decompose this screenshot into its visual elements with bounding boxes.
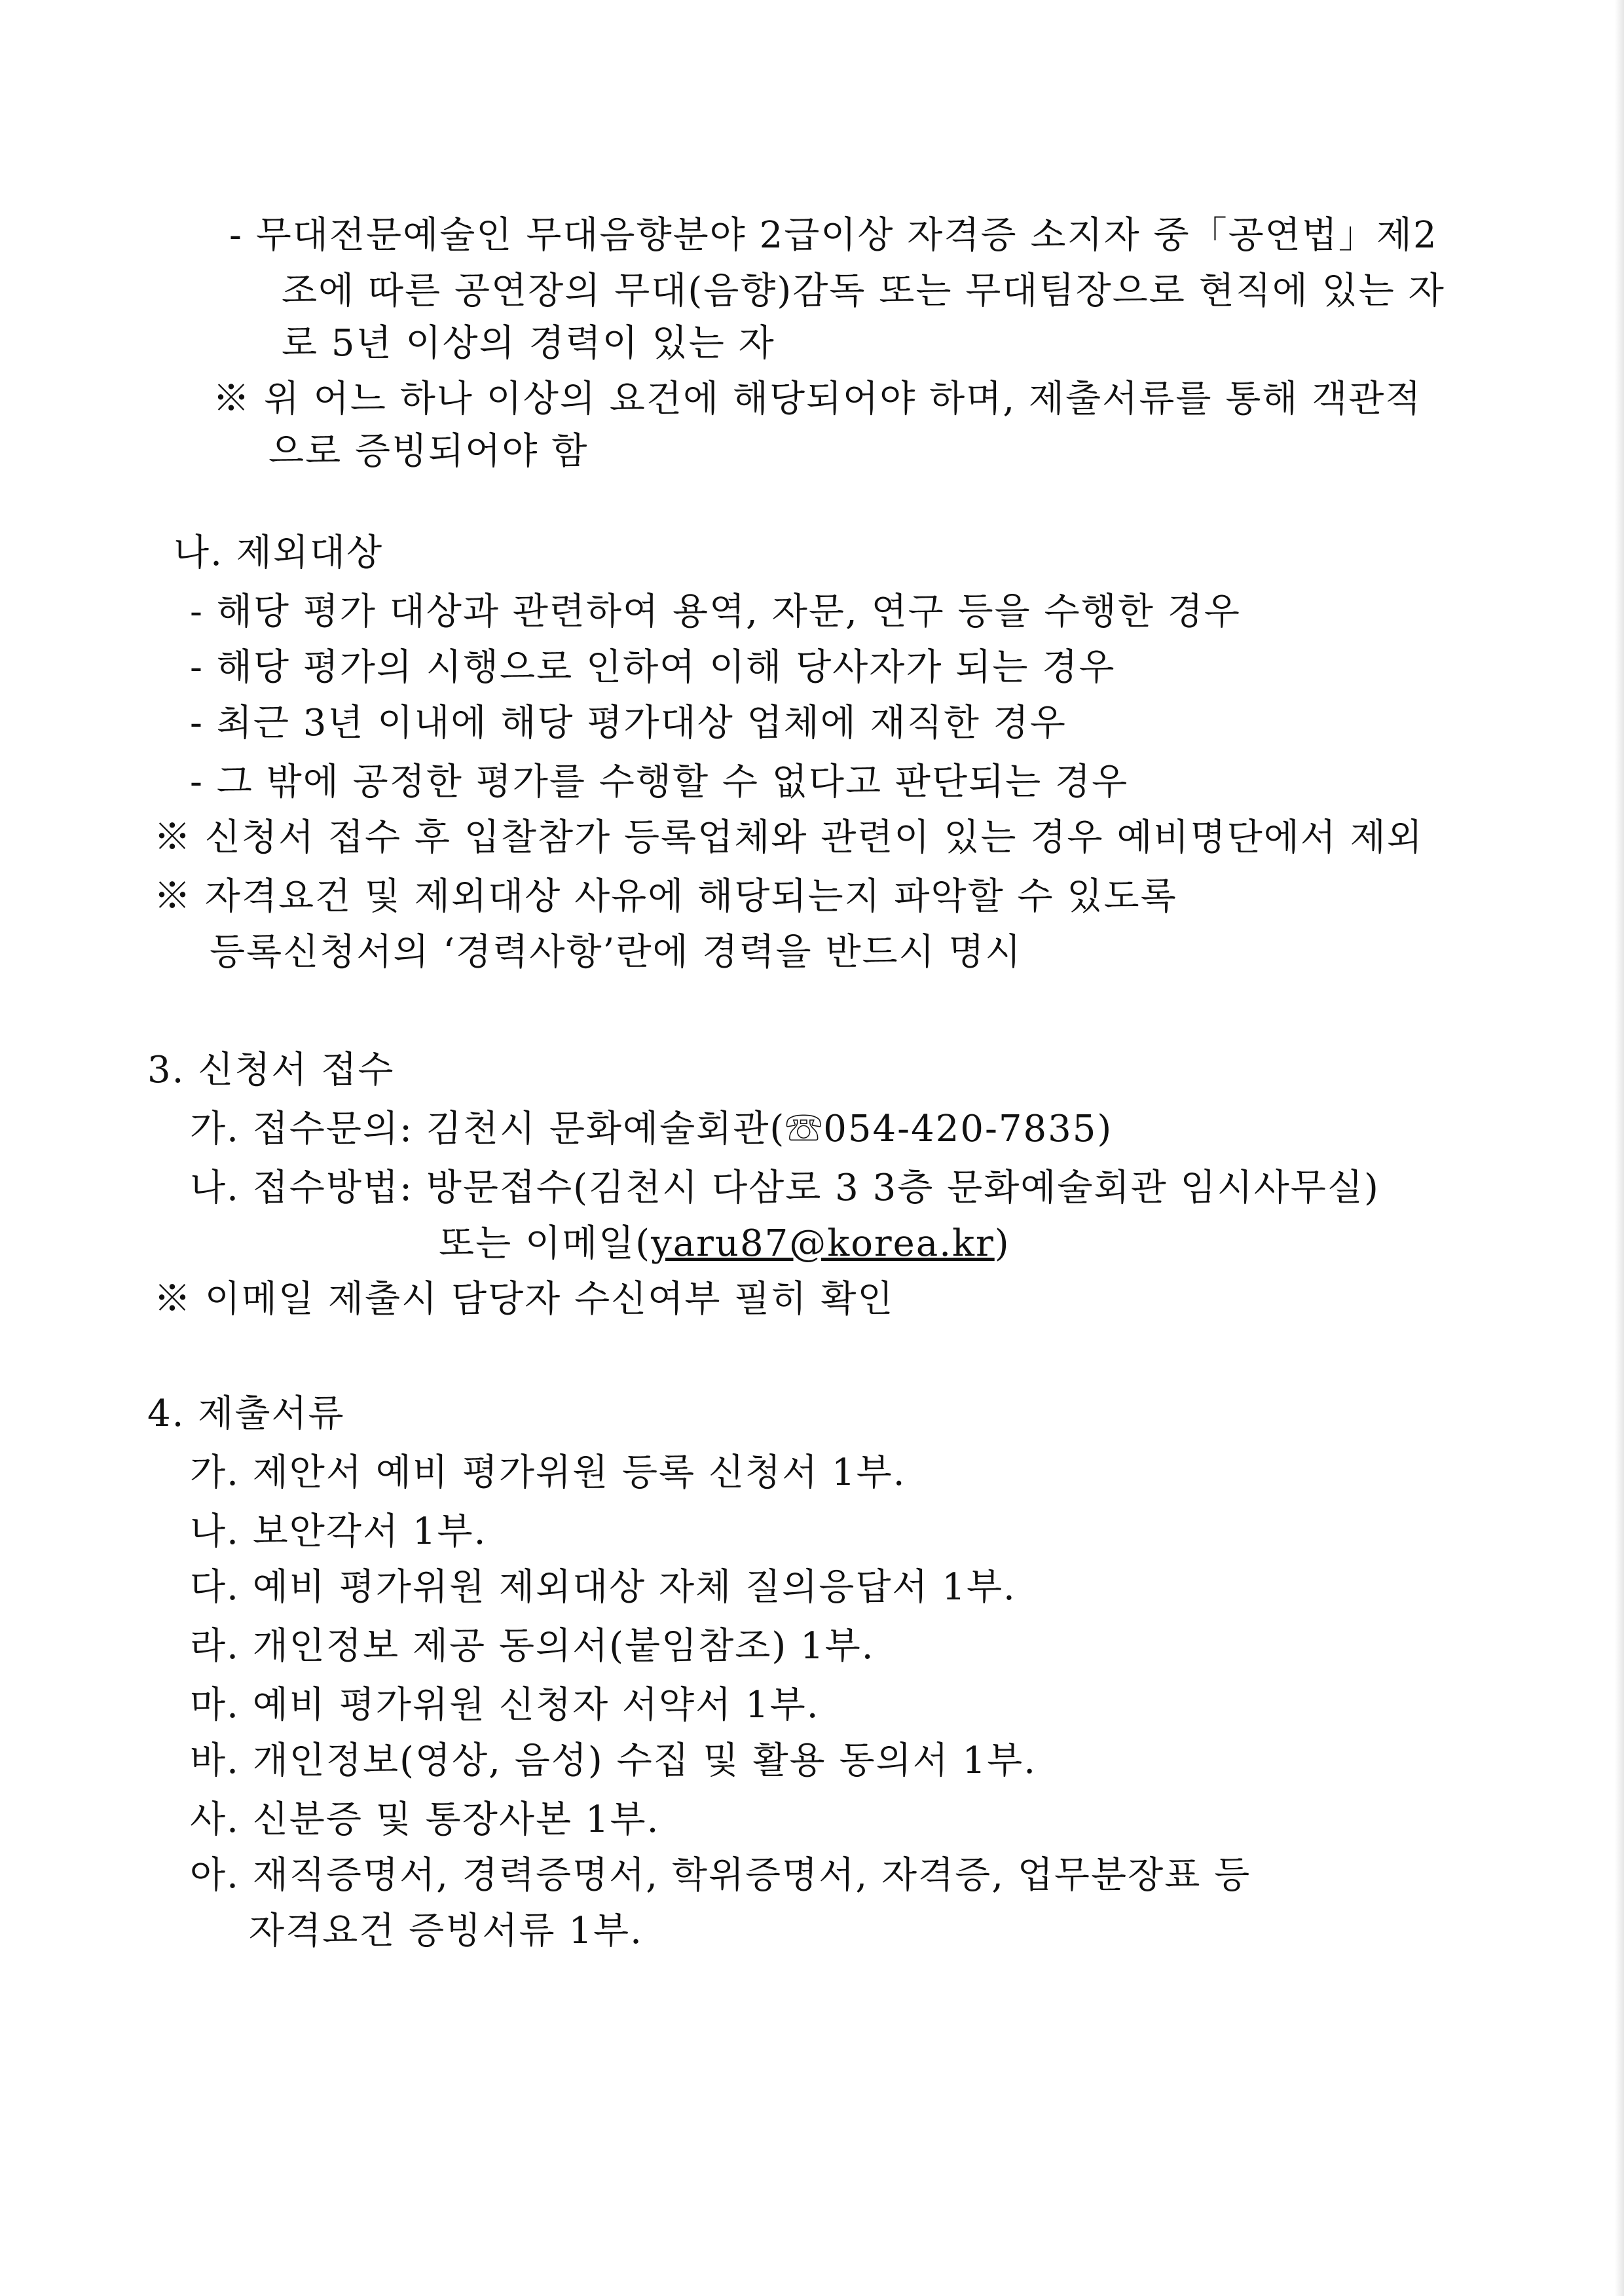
phone-icon: ☏ bbox=[785, 1108, 824, 1150]
exclusion-item: - 해당 평가 대상과 관련하여 용역, 자문, 연구 등을 수행한 경우 bbox=[190, 591, 1241, 633]
section4-heading: 4. 제출서류 bbox=[147, 1393, 345, 1435]
email-link[interactable]: yaru87@korea.kr bbox=[651, 1222, 995, 1265]
qualification-item-line1: - 무대전문예술인 무대음향분야 2급이상 자격증 소지자 중「공연법」제2 bbox=[229, 214, 1438, 257]
section3-note: ※ 이메일 제출시 담당자 수신여부 필히 확인 bbox=[154, 1278, 895, 1321]
exclusion-item: - 그 밖에 공정한 평가를 수행할 수 없다고 판단되는 경우 bbox=[190, 761, 1129, 803]
method-line2-suffix: ) bbox=[994, 1222, 1010, 1265]
section3-heading: 3. 신청서 접수 bbox=[147, 1049, 395, 1091]
exclusion-note-2-line1: ※ 자격요건 및 제외대상 사유에 해당되는지 파악할 수 있도록 bbox=[154, 875, 1177, 918]
qualification-item-line3: 로 5년 이상의 경력이 있는 자 bbox=[282, 322, 775, 365]
requirements-note-line1: ※ 위 어느 하나 이상의 요건에 해당되어야 하며, 제출서류를 통해 객관적 bbox=[213, 378, 1422, 420]
document-item: 나. 보안각서 1부. bbox=[190, 1510, 487, 1553]
exclusion-note-1: ※ 신청서 접수 후 입찰참가 등록업체와 관련이 있는 경우 예비명단에서 제외 bbox=[154, 816, 1424, 859]
exclusion-item: - 해당 평가의 시행으로 인하여 이해 당사자가 되는 경우 bbox=[190, 646, 1116, 689]
exclusion-item: - 최근 3년 이내에 해당 평가대상 업체에 재직한 경우 bbox=[190, 702, 1067, 744]
document-item: 바. 개인정보(영상, 음성) 수집 및 활용 동의서 1부. bbox=[190, 1740, 1037, 1782]
method-line1: 나. 접수방법: 방문접수(김천시 다삼로 3 3층 문화예술회관 임시사무실) bbox=[190, 1167, 1380, 1209]
document-item-last-line2: 자격요건 증빙서류 1부. bbox=[249, 1910, 643, 1952]
exclusion-note-2-line2: 등록신청서의 ‘경력사항’란에 경력을 반드시 명시 bbox=[210, 931, 1022, 974]
document-item: 아. 재직증명서, 경력증명서, 학위증명서, 자격증, 업무분장표 등 bbox=[190, 1854, 1251, 1897]
document-item: 사. 신분증 및 통장사본 1부. bbox=[190, 1798, 660, 1841]
inquiry-phone: 054-420-7835) bbox=[823, 1108, 1113, 1150]
qualification-item-line2: 조에 따른 공연장의 무대(음향)감독 또는 무대팀장으로 현직에 있는 자 bbox=[282, 270, 1445, 312]
document-item: 마. 예비 평가위원 신청자 서약서 1부. bbox=[190, 1684, 820, 1726]
scan-edge-shadow bbox=[1615, 0, 1624, 2296]
document-item: 다. 예비 평가위원 제외대상 자체 질의응답서 1부. bbox=[190, 1566, 1016, 1609]
requirements-note-line2: 으로 증빙되어야 함 bbox=[268, 430, 589, 473]
method-line2-prefix: 또는 이메일( bbox=[439, 1222, 652, 1265]
method-line2 bbox=[439, 1221, 1010, 1267]
inquiry-line bbox=[190, 1106, 1113, 1152]
inquiry-label: 가. 접수문의: 김천시 문화예술회관( bbox=[190, 1108, 786, 1150]
exclusions-heading: 나. 제외대상 bbox=[174, 532, 384, 574]
document-item: 가. 제안서 예비 평가위원 등록 신청서 1부. bbox=[190, 1451, 906, 1494]
document-item: 라. 개인정보 제공 동의서(붙임참조) 1부. bbox=[190, 1625, 875, 1667]
